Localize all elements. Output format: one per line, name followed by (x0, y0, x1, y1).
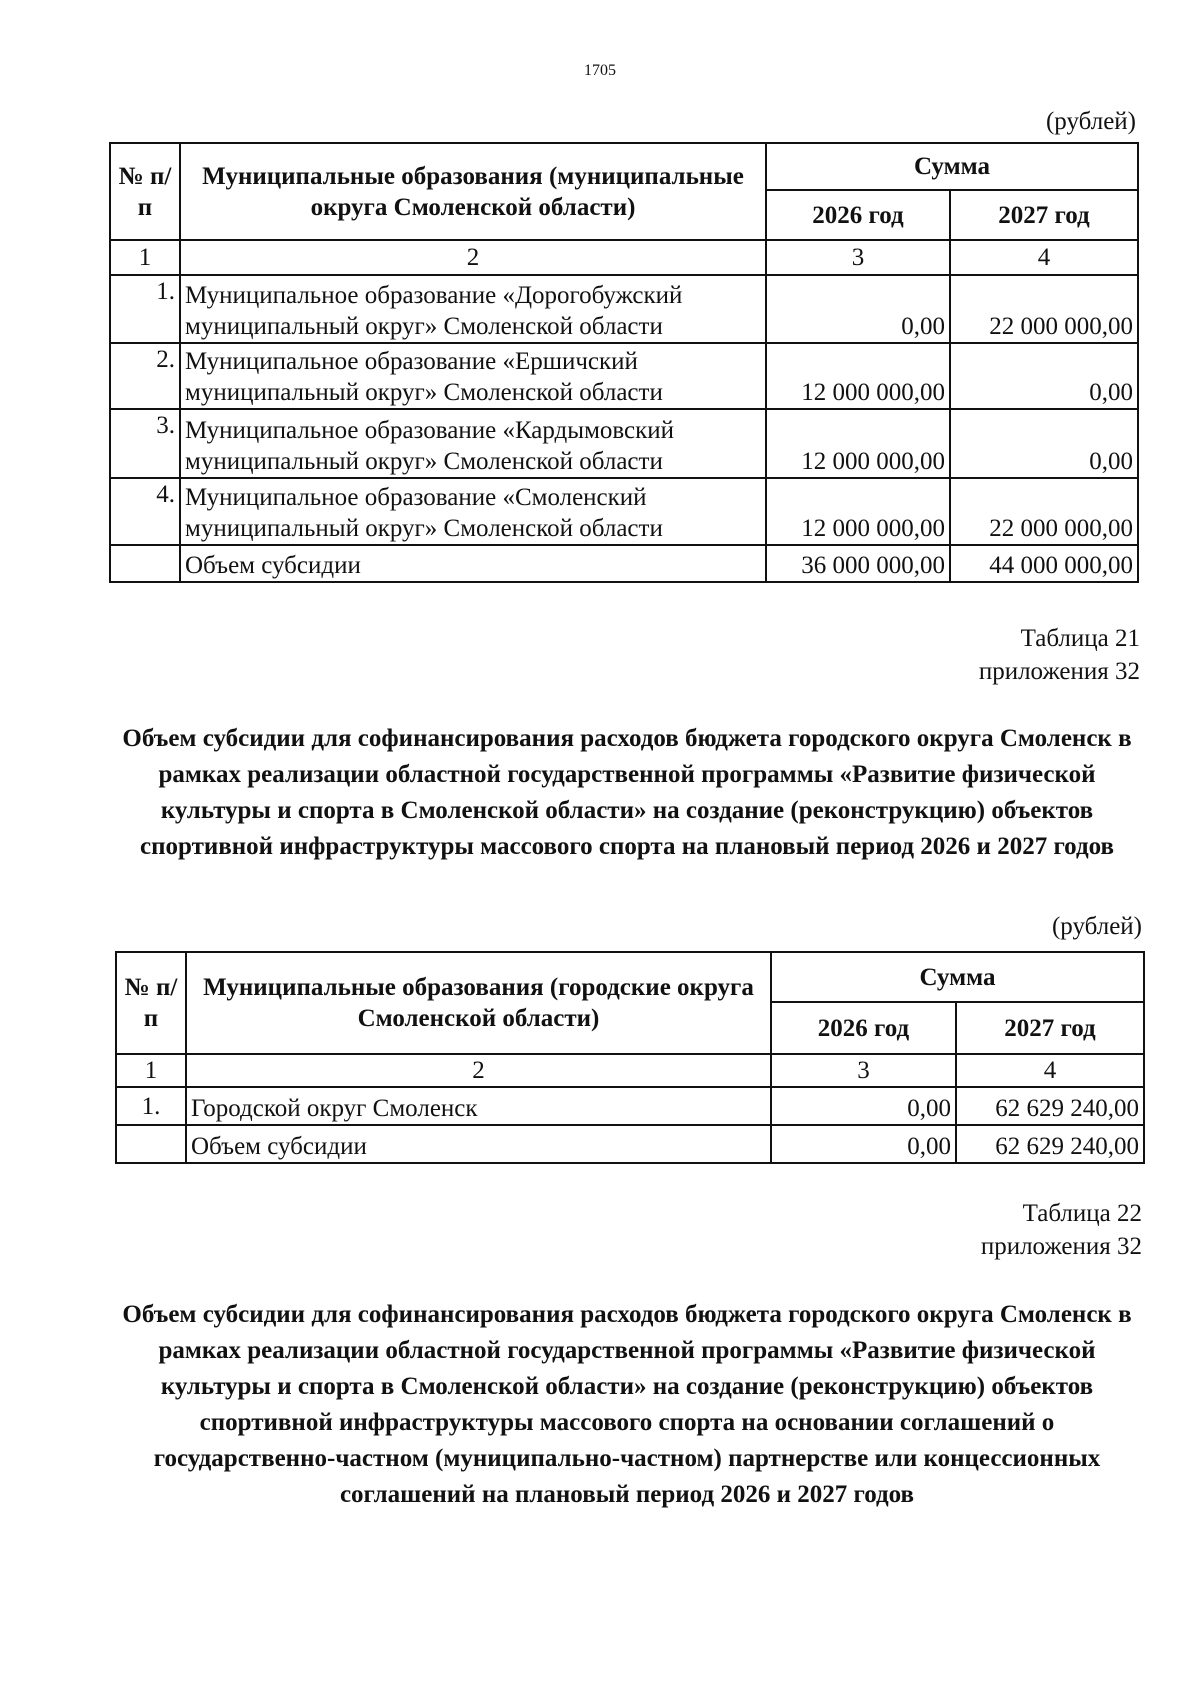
total-empty-cell (110, 545, 180, 582)
row-2026: 0,00 (771, 1087, 956, 1125)
table1-colnum-row (110, 240, 1138, 275)
row-2027: 0,00 (950, 343, 1138, 409)
row-number: 1. (110, 275, 180, 343)
table1 (109, 142, 1139, 583)
table2-colnum-row (116, 1054, 1144, 1087)
table2-unit: (рублей) (1051, 913, 1142, 940)
table2-header-2027: 2027 год (956, 1002, 1144, 1054)
table1-colnum: 4 (950, 240, 1138, 275)
table2-header-name: Муниципальные образования (городские округа Смоленской области) (186, 952, 771, 1054)
table-total-row (116, 1125, 1144, 1163)
row-2027: 22 000 000,00 (950, 275, 1138, 343)
table1-colnum: 1 (110, 240, 180, 275)
total-label: Объем субсидии (180, 545, 766, 582)
page-number: 1705 (584, 62, 616, 79)
row-name: Муниципальное образование «Смоленский муниципальный округ» Смоленской области (180, 478, 766, 545)
table2 (115, 951, 1145, 1164)
row-2027: 0,00 (950, 409, 1138, 478)
table2-header-sum: Сумма (771, 952, 1144, 1002)
table2-header-2026: 2026 год (771, 1002, 956, 1054)
total-2026: 0,00 (771, 1125, 956, 1163)
table22-label (860, 1197, 1142, 1263)
table1-colnum: 2 (180, 240, 766, 275)
total-2026: 36 000 000,00 (766, 545, 950, 582)
table1-unit: (рублей) (1045, 108, 1136, 135)
table22-label-line1: Таблица 22 (1022, 1200, 1142, 1227)
row-name: Муниципальное образование «Дорогобужский муниципальный округ» Смоленской области (180, 275, 766, 343)
row-number: 4. (110, 478, 180, 545)
row-number: 2. (110, 343, 180, 409)
total-empty-cell (116, 1125, 186, 1163)
total-2027: 44 000 000,00 (950, 545, 1138, 582)
row-2026: 12 000 000,00 (766, 478, 950, 545)
table2-colnum: 4 (956, 1054, 1144, 1087)
row-number: 3. (110, 409, 180, 478)
table2-colnum: 2 (186, 1054, 771, 1087)
total-2027: 62 629 240,00 (956, 1125, 1144, 1163)
table21-heading: Объем субсидии для софинансирования расходов бюджета городского округа Смоленск в рамках реализации областной государственной программы «Развитие физической культуры и спорта в Смоленской области» на создание (реконструкцию) объектов спортивной инфраструктуры массового спорта на плановый период 2026 и 2027 годов (122, 725, 1132, 860)
table1-header-num: № п/п (110, 143, 180, 240)
row-2027: 62 629 240,00 (956, 1087, 1144, 1125)
table1-colnum: 3 (766, 240, 950, 275)
row-2026: 12 000 000,00 (766, 343, 950, 409)
row-2026: 12 000 000,00 (766, 409, 950, 478)
table-row (116, 1087, 1144, 1125)
row-name: Муниципальное образование «Кардымовский муниципальный округ» Смоленской области (180, 409, 766, 478)
table21-label (860, 622, 1140, 688)
table-total-row (110, 545, 1138, 582)
row-number: 1. (116, 1087, 186, 1125)
table22-label-line2: приложения 32 (980, 1233, 1142, 1260)
table-row (110, 478, 1138, 545)
table1-header-2027: 2027 год (950, 190, 1138, 240)
row-2027: 22 000 000,00 (950, 478, 1138, 545)
table22-heading: Объем субсидии для софинансирования расходов бюджета городского округа Смоленск в рамках реализации областной государственной программы «Развитие физической культуры и спорта в Смоленской области» на создание (реконструкцию) объектов спортивной инфраструктуры массового спорта на основании соглашений о государственно-частном (муниципально-частном) партнерстве или концессионных соглашений на плановый период 2026 и 2027 годов (122, 1301, 1132, 1508)
table2-colnum: 1 (116, 1054, 186, 1087)
table21-label-line1: Таблица 21 (1020, 625, 1140, 652)
row-name: Муниципальное образование «Ершичский муниципальный округ» Смоленской области (180, 343, 766, 409)
table2-colnum: 3 (771, 1054, 956, 1087)
table-row (110, 275, 1138, 343)
table1-header-sum: Сумма (766, 143, 1138, 190)
table-row (110, 409, 1138, 478)
table-row (110, 343, 1138, 409)
table1-header-name: Муниципальные образования (муниципальные округа Смоленской области) (180, 143, 766, 240)
table2-header-num: № п/п (116, 952, 186, 1054)
table1-header-2026: 2026 год (766, 190, 950, 240)
total-label: Объем субсидии (186, 1125, 771, 1163)
row-2026: 0,00 (766, 275, 950, 343)
row-name: Городской округ Смоленск (186, 1087, 771, 1125)
table21-label-line2: приложения 32 (978, 658, 1140, 685)
